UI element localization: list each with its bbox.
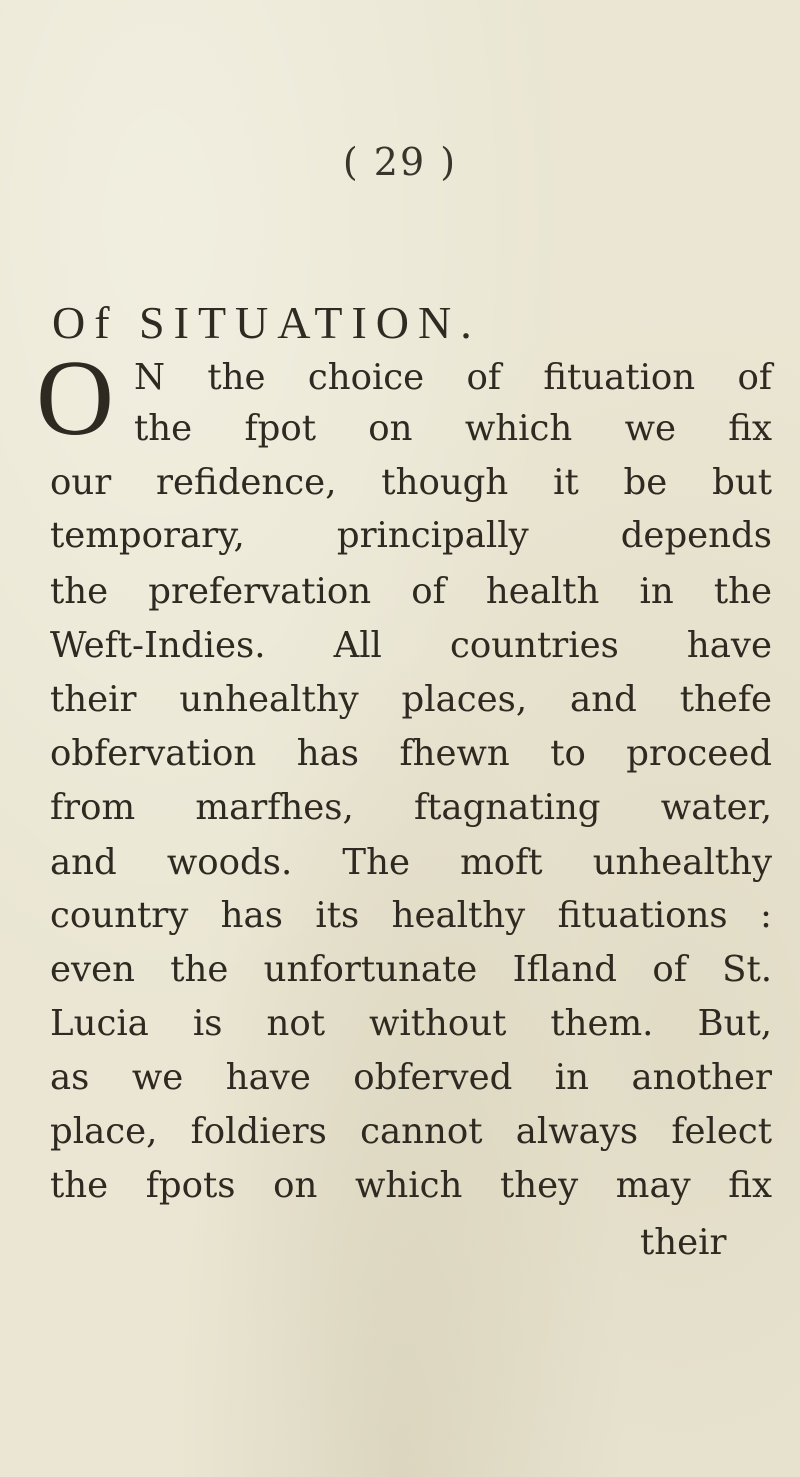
text-line-12: even the unfortunate Ifland of St.	[50, 949, 772, 990]
text-line-15: place, foldiers cannot always felect	[50, 1111, 772, 1152]
text-line-16: the fpots on which they may fix	[50, 1165, 772, 1206]
drop-cap-glyph: O	[36, 339, 114, 458]
text-line-14: as we have obferved in another	[50, 1057, 772, 1098]
text-line-5: the prefervation of health in the	[50, 571, 772, 612]
text-line-6: Weft-Indies. All countries have	[50, 625, 772, 666]
text-line-7: their unhealthy places, and thefe	[50, 679, 772, 720]
text-line-11: country has its healthy fituations :	[50, 895, 772, 936]
text-line-8: obfervation has fhewn to proceed	[50, 733, 772, 774]
text-line-10: and woods. The moft unhealthy	[50, 842, 772, 883]
section-title: Of SITUATION.	[52, 297, 481, 348]
drop-cap-letter	[36, 339, 114, 458]
text-line-1: N the choice of fituation of	[134, 357, 772, 398]
catchword: their	[640, 1222, 727, 1263]
text-line-2: the fpot on which we fix	[134, 408, 772, 449]
text-line-9: from marfhes, ftagnating water,	[50, 787, 772, 828]
text-line-13: Lucia is not without them. But,	[50, 1003, 772, 1044]
page-number: ( 29 )	[342, 140, 458, 184]
text-line-3: our refidence, though it be but	[50, 462, 772, 503]
text-line-4: temporary, principally depends	[50, 515, 772, 556]
